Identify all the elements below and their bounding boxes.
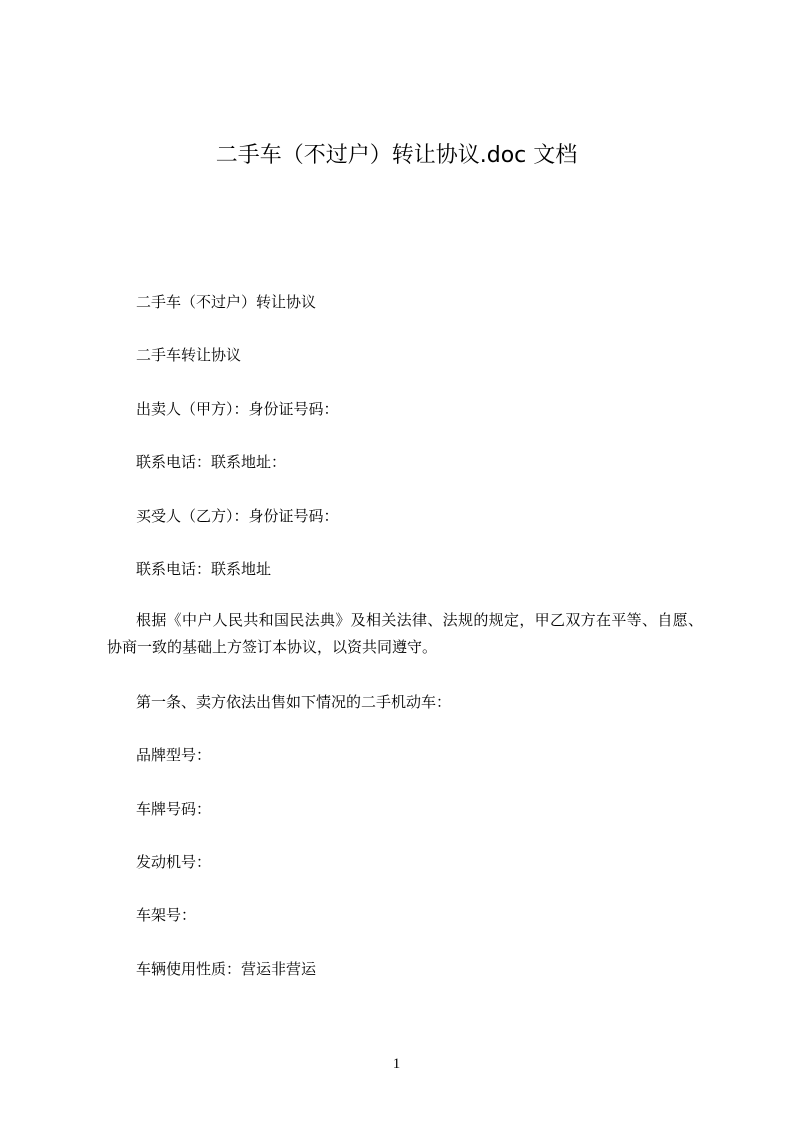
paragraph-heading: 二手车（不过户）转让协议 bbox=[136, 293, 317, 311]
paragraph-brand-model: 品牌型号： bbox=[136, 746, 212, 764]
paragraph-legal-basis: 根据《中户人民共和国民法典》及相关法律、法规的规定，甲乙双方在平等、自愿、协商一致的基础上方签订本协议，以资共同遵守。 bbox=[107, 611, 703, 656]
paragraph-plate-number: 车牌号码： bbox=[136, 800, 212, 818]
page-number: 1 bbox=[392, 1056, 401, 1072]
paragraph-seller-contact: 联系电话：联系地址： bbox=[136, 453, 287, 471]
paragraph-usage-type: 车辆使用性质：营运非营运 bbox=[136, 960, 317, 978]
paragraph-article-one: 第一条、卖方依法出售如下情况的二手机动车： bbox=[136, 693, 452, 711]
paragraph-buyer: 买受人（乙方）：身份证号码： bbox=[136, 507, 339, 525]
document-title: 二手车（不过户）转让协议.doc 文档 bbox=[215, 143, 578, 168]
paragraph-frame-number: 车架号： bbox=[136, 906, 197, 924]
paragraph-buyer-contact: 联系电话：联系地址 bbox=[136, 560, 272, 578]
paragraph-seller: 出卖人（甲方）：身份证号码： bbox=[136, 400, 339, 418]
paragraph-subheading: 二手车转让协议 bbox=[136, 346, 242, 364]
paragraph-engine-number: 发动机号： bbox=[136, 853, 212, 871]
